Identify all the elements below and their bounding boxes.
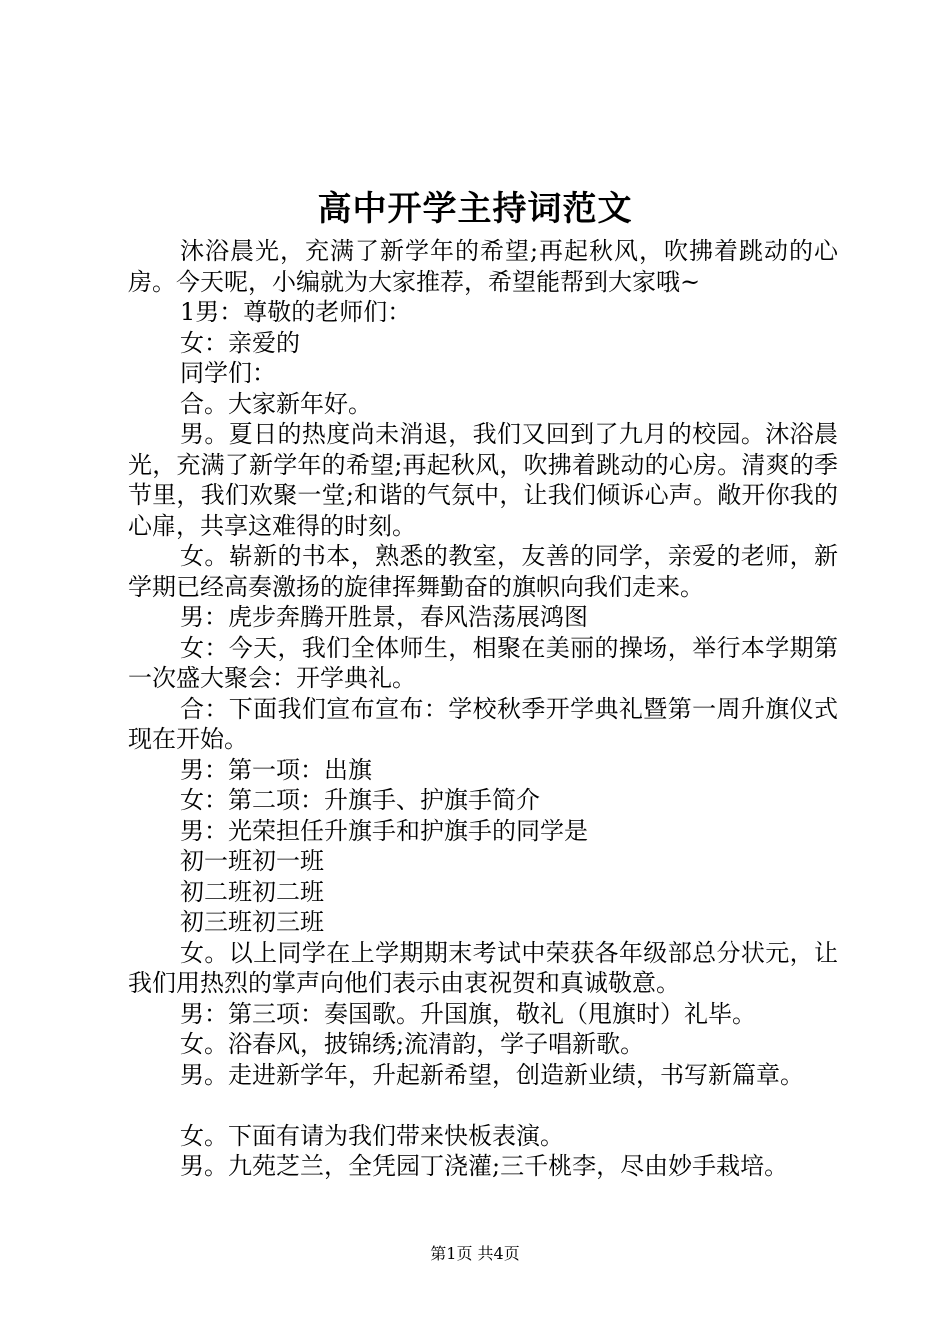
paragraph-line: 男：虎步奔腾开胜景，春风浩荡展鸿图: [180, 603, 588, 631]
paragraph-line: 男：第三项：奏国歌。升国旗，敬礼（甩旗时）礼毕。: [180, 999, 756, 1028]
paragraph-line: 初二班初二班: [180, 877, 324, 906]
page-footer: 第1页 共4页: [430, 1244, 520, 1263]
paragraph-intro: 沐浴晨光，充满了新学年的希望;再起秋风，吹拂着跳动的心房。今天呢，小编就为大家推荐，希望能帮到大家哦~: [128, 237, 838, 296]
paragraph-line: 初一班初一班: [180, 847, 324, 875]
paragraph-line: 男。九苑芝兰，全凭园丁浇灌;三千桃李，尽由妙手栽培。: [180, 1152, 789, 1180]
paragraph-line: 女。崭新的书本，熟悉的教室，友善的同学，亲爱的老师，新学期已经高奏激扬的旋律挥舞勤奋的旗帜向我们走来。: [128, 542, 838, 601]
paragraph-line: 1男：尊敬的老师们：: [180, 298, 412, 326]
paragraph-line: 同学们：: [180, 359, 276, 387]
blank-line: [128, 1090, 838, 1121]
paragraph-line: 女。下面有请为我们带来快板表演。: [180, 1121, 564, 1150]
paragraph-line: 女：亲爱的: [180, 328, 300, 357]
paragraph-line: 合。大家新年好。: [180, 389, 372, 418]
document-title: 高中开学主持词范文: [317, 189, 633, 229]
paragraph-line: 合：下面我们宣布宣布：学校秋季开学典礼暨第一周升旗仪式现在开始。: [128, 694, 838, 753]
paragraph-line: 男：第一项：出旗: [180, 755, 372, 784]
paragraph-line: 男。夏日的热度尚未消退，我们又回到了九月的校园。沐浴晨光，充满了新学年的希望;再起秋风，吹拂着跳动的心房。清爽的季节里，我们欢聚一堂;和谐的气氛中，让我们倾诉心声。敞开你我的心扉，共享这难得的时刻。: [128, 420, 838, 540]
document-body: [128, 236, 838, 1182]
paragraph-line: 女：第二项：升旗手、护旗手简介: [180, 786, 540, 814]
paragraph-line: 女。浴春风，披锦绣;流清韵，学子唱新歌。: [180, 1030, 645, 1058]
paragraph-line: 初三班初三班: [180, 908, 324, 936]
paragraph-line: 女：今天，我们全体师生，相聚在美丽的操场，举行本学期第一次盛大聚会：开学典礼。: [128, 633, 838, 692]
paragraph-line: 男：光荣担任升旗手和护旗手的同学是: [180, 816, 588, 845]
paragraph-line: 女。以上同学在上学期期末考试中荣获各年级部总分状元，让我们用热烈的掌声向他们表示由衷祝贺和真诚敬意。: [128, 938, 838, 997]
paragraph-line: 男。走进新学年，升起新希望，创造新业绩，书写新篇章。: [180, 1060, 804, 1089]
